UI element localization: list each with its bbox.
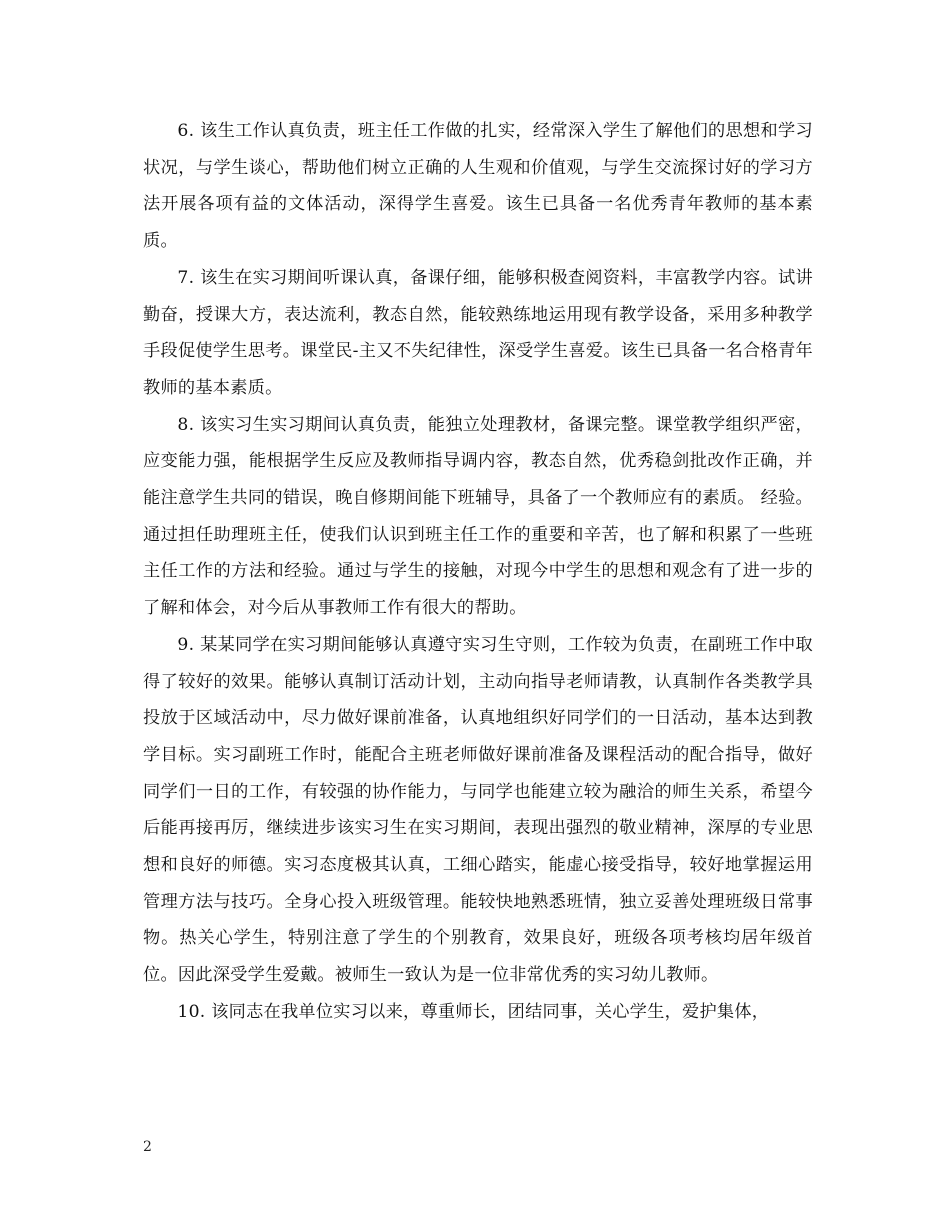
paragraph-7: 7. 该生在实习期间听课认真，备课仔细，能够积极查阅资料，丰富教学内容。试讲勤奋，授课大方，表达流利，教态自然，能较熟练地运用现有教学设备，采用多种教学手段促使学生思考。课堂民-主又不失纪律性，深受学生喜爱。该生已具备一名合格青年教师的基本素质。: [143, 267, 813, 398]
document-body: [143, 113, 813, 1031]
paragraph-6: 6. 该生工作认真负责，班主任工作做的扎实，经常深入学生了解他们的思想和学习状况，与学生谈心，帮助他们树立正确的人生观和价值观，与学生交流探讨好的学习方法开展各项有益的文体活动，深得学生喜爱。该生已具备一名优秀青年教师的基本素质。: [143, 121, 813, 252]
paragraph-8: 8. 该实习生实习期间认真负责，能独立处理教材，备课完整。课堂教学组织严密，应变能力强，能根据学生反应及教师指导调内容，教态自然，优秀稳剑批改作正确，并能注意学生共同的错误，晚自修期间能下班辅导，具备了一个教师应有的素质。 经验。通过担任助理班主任，使我们认识到班主任工作的重要和辛苦，也了解和积累了一些班主任工作的方法和经验。通过与学生的接触，对现今中学生的思想和观念有了进一步的了解和体会，对今后从事教师工作有很大的帮助。: [143, 414, 813, 619]
paragraph-10: 10. 该同志在我单位实习以来，尊重师长，团结同事，关心学生，爱护集体，: [177, 1001, 770, 1022]
page-number: 2: [143, 1139, 152, 1155]
paragraph-9: 9. 某某同学在实习期间能够认真遵守实习生守则，工作较为负责，在副班工作中取得了较好的效果。能够认真制订活动计划，主动向指导老师请教，认真制作各类教学具投放于区域活动中，尽力做好课前准备，认真地组织好同学们的一日活动，基本达到教学目标。实习副班工作时，能配合主班老师做好课前准备及课程活动的配合指导，做好同学们一日的工作，有较强的协作能力，与同学也能建立较为融洽的师生关系，希望今后能再接再厉，继续进步该实习生在实习期间，表现出强烈的敬业精神，深厚的专业思想和良好的师德。实习态度极其认真，工细心踏实，能虚心接受指导，较好地掌握运用管理方法与技巧。全身心投入班级管理。能较快地熟悉班情，独立妥善处理班级日常事物。热关心学生，特别注意了学生的个别教育，效果良好，班级各项考核均居年级首位。因此深受学生爱戴。被师生一致认为是一位非常优秀的实习幼儿教师。: [143, 634, 813, 986]
